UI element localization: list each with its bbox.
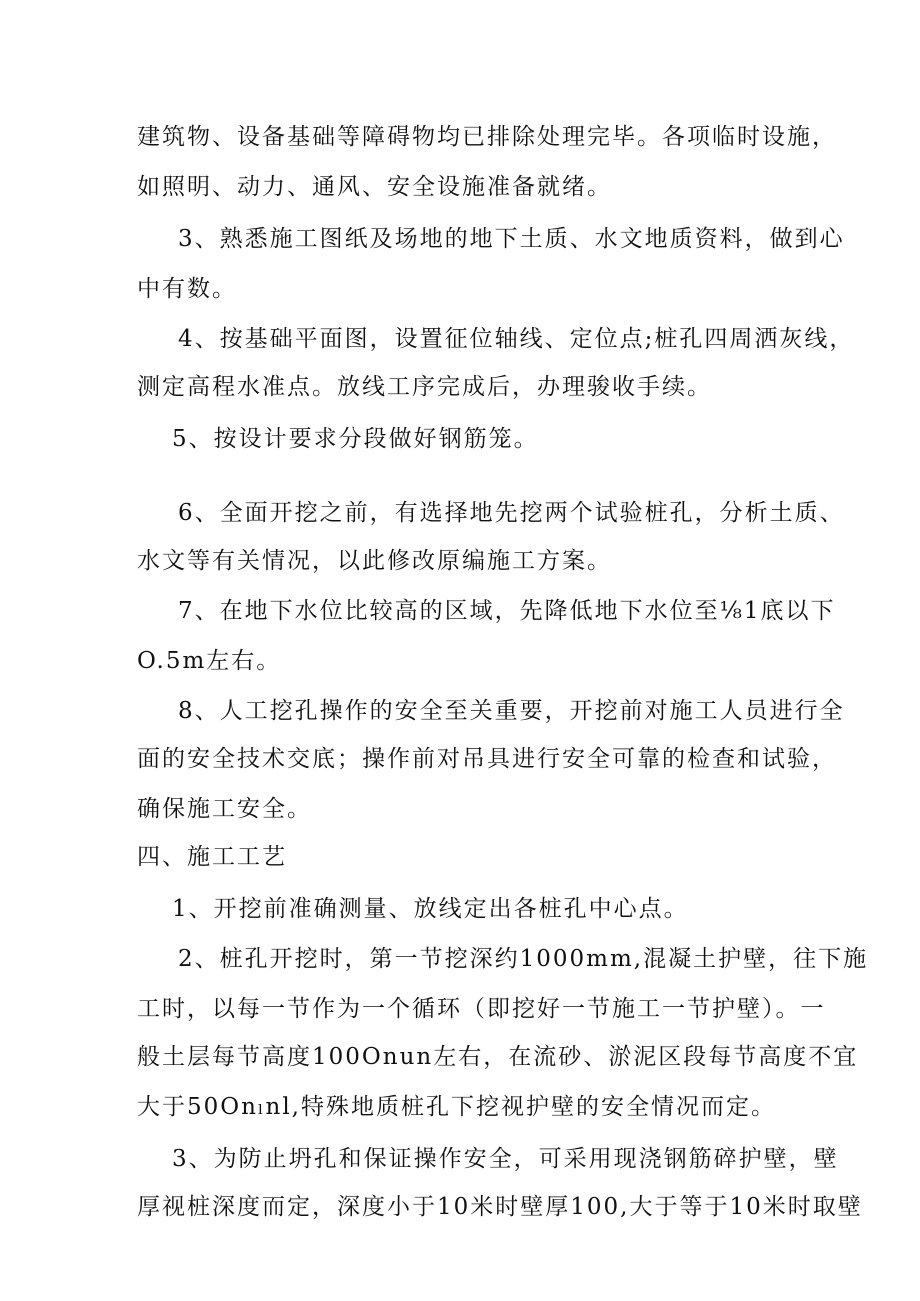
text-line: 大于50Onₗnl,特殊地质桩孔下挖视护壁的安全情况而定。	[137, 1094, 776, 1120]
text-line: 3、熟悉施工图纸及场地的地下土质、水文地质资料，做到心	[178, 226, 845, 252]
text-line: 测定高程水准点。放线工序完成后，办理骏收手续。	[137, 374, 712, 400]
text-line: 面的安全技术交底；操作前对吊具进行安全可靠的检查和试验，	[137, 746, 837, 772]
text-line: 厚视桩深度而定，深度小于10米时壁厚100,大于等于10米时取壁	[137, 1194, 863, 1220]
text-line: 4、按基础平面图，设置征位轴线、定位点;桩孔四周洒灰线，	[178, 326, 855, 352]
text-line: 3、为防止坍孔和保证操作安全，可采用现浇钢筋碎护壁，壁	[172, 1146, 839, 1172]
text-line: 水文等有关情况，以此修改原编施工方案。	[137, 548, 612, 574]
section-heading: 四、施工工艺	[137, 844, 287, 870]
text-line: 2、桩孔开挖时，第一节挖深约1000mm,混凝土护壁，往下施	[178, 946, 869, 972]
text-line: 1、开挖前准确测量、放线定出各桩孔中心点。	[172, 896, 689, 922]
text-line: 7、在地下水位比较高的区域，先降低地下水位至⅛1底以下	[178, 598, 836, 624]
text-line: 如照明、动力、通风、安全设施准备就绪。	[137, 174, 612, 200]
text-line: 中有数。	[137, 276, 237, 302]
text-line: 建筑物、设备基础等障碍物均已排除处理完毕。各项临时设施，	[137, 124, 837, 150]
text-line: 确保施工安全。	[137, 796, 312, 822]
text-line: 5、按设计要求分段做好钢筋笼。	[172, 426, 539, 452]
text-line: 般土层每节高度100Onun左右，在流砂、淤泥区段每节高度不宜	[137, 1044, 859, 1070]
text-line: 8、人工挖孔操作的安全至关重要，开挖前对施工人员进行全	[178, 698, 845, 724]
text-line: O.5m左右。	[137, 648, 282, 674]
text-line: 6、全面开挖之前，有选择地先挖两个试验桩孔，分析土质、	[178, 500, 845, 526]
text-line: 工时，以每一节作为一个循环（即挖好一节施工一节护壁）。一	[137, 996, 826, 1022]
